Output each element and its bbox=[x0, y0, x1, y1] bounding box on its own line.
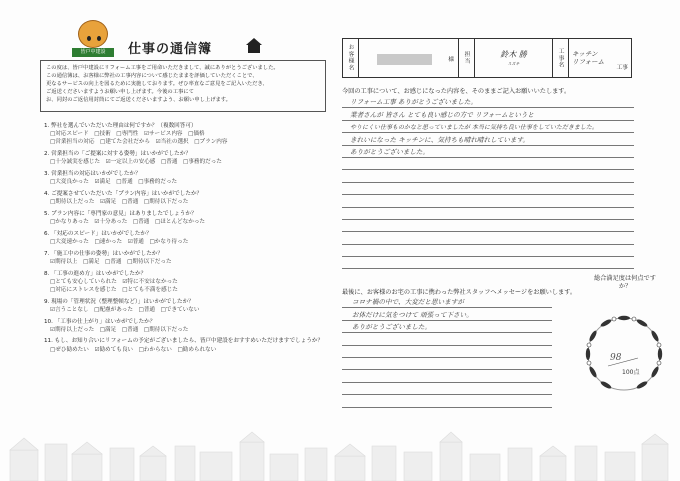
ruled-line bbox=[342, 370, 552, 382]
question-options[interactable]: ☑期待以上だった □満足 □普通 □期待以下だった bbox=[50, 326, 189, 333]
handwritten-message: お体だけに気をつけて 頑張って下さい。 bbox=[352, 310, 473, 319]
work-label: 工事名 bbox=[553, 39, 569, 77]
intro-line: この通信簿は、お客様に弊社の工事内容について感じたままを評価していただくことで、 bbox=[46, 73, 258, 79]
handwritten-message: コロナ禍の中で、大変だと思いますが bbox=[352, 298, 464, 307]
ruled-line bbox=[342, 220, 634, 232]
page-title: 仕事の通信簿 bbox=[128, 42, 213, 57]
handwritten-comment: ありがとうございました。 bbox=[350, 147, 430, 156]
question-2: 2. 営業担当の「ご提案に対する姿勢」はいかがでしたか？ □十分誠実を感じた ☑一定以上の安心感 □普通 □事務的だった bbox=[44, 150, 329, 166]
ruled-line bbox=[342, 383, 552, 395]
question-options[interactable]: □十分誠実を感じた ☑一定以上の安心感 □普通 □事務的だった bbox=[50, 159, 222, 166]
ruled-line bbox=[342, 395, 552, 407]
score-total: 100点 bbox=[622, 369, 640, 376]
intro-line: 更なるサービスの向上を図るために実施しております。ぜひ率直なご意見をご記入いただき、 bbox=[46, 81, 268, 87]
ruled-line bbox=[342, 333, 552, 345]
wreath-icon bbox=[586, 316, 662, 390]
question-options[interactable]: □対応スピード □技術 □専門性 ☑サービス内容 □価格 bbox=[50, 131, 205, 138]
question-list bbox=[44, 122, 329, 357]
question-options[interactable]: □大変速かった □速かった ☑普通 □かなり待った bbox=[50, 238, 189, 245]
handwritten-message: ありがとうございました。 bbox=[352, 323, 432, 332]
ruled-line bbox=[342, 321, 552, 333]
staff-field bbox=[475, 39, 553, 77]
ruled-line bbox=[342, 208, 634, 220]
customer-name-field bbox=[359, 39, 459, 77]
staff-label: 担当 bbox=[459, 39, 475, 77]
score-value: 98 bbox=[610, 353, 622, 363]
staff-name: 鈴木 勝 bbox=[500, 50, 527, 59]
ruled-line bbox=[342, 308, 552, 320]
handwritten-comment: やりにくい仕事ものかなと思っていましたが 本当に気持ち良い仕事をしていただきました。 bbox=[350, 124, 598, 132]
question-5: 5. プラン内容に「専門家の意見」はありましたでしょうか？ □かなりあった ☑十分あった □普通 □ほとんどなかった bbox=[44, 210, 329, 226]
customer-label: お客様名 bbox=[343, 39, 359, 77]
ruled-line bbox=[342, 146, 634, 158]
question-options[interactable]: □かなりあった ☑十分あった □普通 □ほとんどなかった bbox=[50, 219, 206, 226]
question-options[interactable]: ☑期待以上 □満足 □普通 □期待以下だった bbox=[50, 258, 172, 265]
house-icon bbox=[246, 38, 262, 54]
eye-icon bbox=[87, 36, 91, 41]
score-wreath bbox=[572, 302, 676, 406]
message-prompt: 最後に、お客様のお宅の工事に携わった弊社スタッフへメッセージをお願いします。 bbox=[342, 289, 577, 296]
townscape-decoration bbox=[0, 420, 680, 481]
mascot-logo bbox=[72, 14, 114, 60]
ruled-line bbox=[342, 108, 634, 120]
question-options[interactable]: □期待以上だった ☑満足 □普通 □期待以下だった bbox=[50, 199, 189, 206]
ruled-line bbox=[342, 121, 634, 133]
question-11: 11. もし、お知り合いにリフォームの予定がございましたら、皆戸中建設をおすすめいただけますでしょうか？ □ぜひ勧めたい ☑勧めても良い □わからない □勧められない bbox=[44, 337, 329, 353]
ruled-line bbox=[342, 358, 552, 370]
question-4: 4. ご提案させていただいた「プラン内容」はいかがでしたか？ □期待以上だった ☑満足 □普通 □期待以下だった bbox=[44, 190, 329, 206]
ruled-line bbox=[342, 133, 634, 145]
staff-reading: スズキ bbox=[507, 61, 520, 66]
question-options[interactable]: □とても安心していられた ☑特に不安はなかった bbox=[50, 278, 178, 285]
question-options[interactable]: □大変良かった ☑満足 □普通 □事務的だった bbox=[50, 179, 178, 186]
ruled-line bbox=[342, 170, 634, 182]
message-lines bbox=[342, 296, 552, 408]
ruled-line bbox=[342, 96, 634, 108]
question-options[interactable]: ☑言うことなし □配慮があった □普通 □できていない bbox=[50, 306, 200, 313]
question-8: 8. 「工事の進め方」はいかがでしたか？ □とても安心していられた ☑特に不安はなかった □対応にストレスを感じた □とても不満を感じた bbox=[44, 270, 329, 295]
question-6: 6. 「対応のスピード」はいかがでしたか？ □大変速かった □速かった ☑普通 □かなり待った bbox=[44, 230, 329, 246]
intro-line: ご返送くださいますようお願い申し上げます。今後の工事にて bbox=[46, 89, 194, 95]
mascot-face-icon bbox=[78, 20, 108, 48]
intro-box bbox=[40, 60, 326, 112]
ruled-line bbox=[342, 195, 634, 207]
ruled-line bbox=[342, 183, 634, 195]
intro-line: この度は、皆戸中建設にリフォーム工事をご用命いただきまして、誠にありがとうございました。 bbox=[46, 65, 279, 71]
question-options[interactable]: □対応にストレスを感じた □とても不満を感じた bbox=[50, 286, 178, 293]
ruled-line bbox=[342, 296, 552, 308]
handwritten-comment: リフォーム工事 ありがとうございました。 bbox=[350, 98, 478, 107]
intro-line: お、同封のご返信用封筒にてご返送くださいますよう、お願い申し上げます。 bbox=[46, 97, 231, 103]
customer-suffix: 様 bbox=[448, 56, 454, 63]
ruled-line bbox=[342, 232, 634, 244]
ruled-line bbox=[342, 158, 634, 170]
work-field bbox=[569, 39, 631, 77]
handwritten-comment: 業者さんが 皆さん とても良い感じの方で リフォームというと bbox=[350, 110, 534, 119]
question-10: 10. 「工事の仕上がり」はいかがでしたか？ ☑期待以上だった □満足 □普通 □期待以下だった bbox=[44, 318, 329, 334]
redacted-name bbox=[377, 54, 432, 65]
ruled-line bbox=[342, 346, 552, 358]
question-9: 9. 現場の「管理状況（整理整頓など）」はいかがでしたか？ ☑言うことなし □配慮があった □普通 □できていない bbox=[44, 298, 329, 314]
handwritten-comment: きれいになった キッチンに、気持ちも晴れ晴れしています。 bbox=[350, 135, 530, 144]
ruled-line bbox=[342, 257, 634, 269]
comment-lines bbox=[342, 96, 634, 269]
work-suffix: 工事 bbox=[616, 65, 628, 71]
question-options[interactable]: □ぜひ勧めたい ☑勧めても良い □わからない □勧められない bbox=[50, 346, 217, 353]
question-1: 1. 弊社を選んでいただいた理由は何ですか？（複数回答可） □対応スピード □技術 □専門性 ☑サービス内容 □価格 □営業担当の対応 □建てた会社だから ☑当社の選択 □プラン内容 bbox=[44, 122, 329, 147]
work-value: キッチン bbox=[572, 50, 598, 58]
question-3: 3. 営業担当の対応はいかがでしたか？ □大変良かった ☑満足 □普通 □事務的だった bbox=[44, 170, 329, 186]
comment-prompt: 今回の工事について、お感じになった内容を、そのままご記入お願いいたします。 bbox=[342, 88, 571, 95]
satisfaction-label: 総合満足度は何点ですか？ bbox=[594, 275, 656, 290]
question-7: 7. 「施工中の仕事の姿勢」はいかがでしたか？ ☑期待以上 □満足 □普通 □期待以下だった bbox=[44, 250, 329, 266]
header-table bbox=[342, 38, 632, 78]
work-value: リフォーム bbox=[572, 58, 605, 66]
eye-icon bbox=[97, 36, 101, 41]
logo-text: 皆戸中建設 bbox=[72, 48, 114, 57]
ruled-line bbox=[342, 245, 634, 257]
question-options[interactable]: □営業担当の対応 □建てた会社だから ☑当社の選択 □プラン内容 bbox=[50, 139, 228, 146]
